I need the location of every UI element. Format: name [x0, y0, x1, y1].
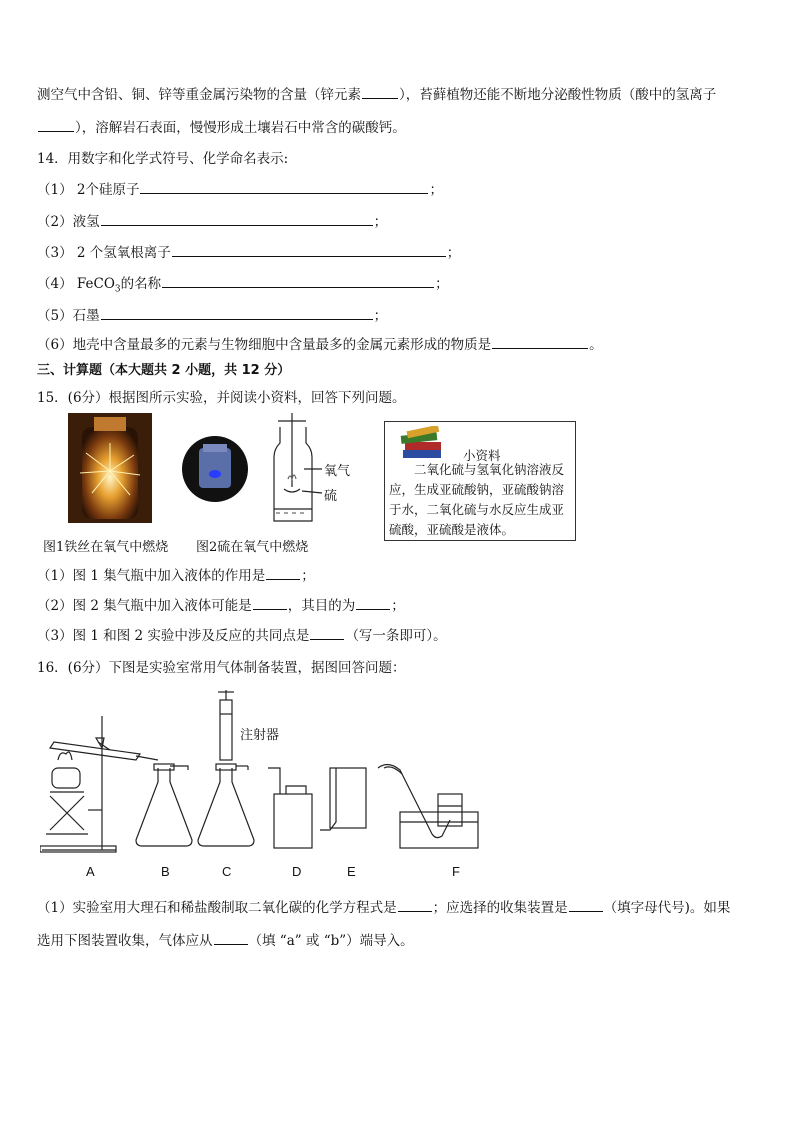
question-14-2	[37, 210, 387, 230]
info-body: 二氧化硫与氢氧化钠溶液反应，生成亚硫酸钠，亚硫酸钠溶于水，二氧化硫与水反应生成亚硫酸，亚硫酸是液体。	[389, 462, 565, 537]
text-segment: 。	[589, 337, 603, 353]
text-segment: ；	[373, 308, 388, 324]
question-14-3	[37, 241, 460, 261]
question-15-3	[37, 624, 447, 644]
question-15-1	[37, 564, 315, 584]
text-segment: （2）图 2 集气瓶中加入液体可能是	[37, 598, 252, 614]
iron-burning-image	[68, 413, 152, 523]
question-16-stem: 16．(6分）下图是实验室常用气体制备装置，据图回答问题：	[37, 660, 406, 676]
apparatus-label-e: E	[347, 864, 356, 879]
books-icon	[399, 426, 447, 462]
figure-2-caption: 图2硫在氧气中燃烧	[196, 540, 309, 555]
answer-blank[interactable]	[253, 595, 287, 610]
text-segment: ，其目的为	[287, 598, 356, 614]
text-segment: （1）实验室用大理石和稀盐酸制取二氧化碳的化学方程式是	[37, 900, 397, 916]
question-14-stem: 14．用数字和化学式符号、化学命名表示:	[37, 151, 289, 167]
syringe-label: 注射器	[240, 728, 280, 743]
apparatus-a	[40, 716, 158, 852]
text-segment: （1）图 1 集气瓶中加入液体的作用是	[37, 568, 266, 584]
subscript: 3	[114, 284, 121, 295]
text-segment: （填字母代号)。如果	[603, 900, 731, 916]
text-segment: （5）石墨	[37, 308, 100, 324]
text-segment: （2）液氢	[37, 214, 100, 230]
apparatus-f	[378, 764, 478, 848]
answer-blank[interactable]	[356, 595, 390, 610]
apparatus-label-d: D	[292, 864, 302, 879]
answer-blank[interactable]	[101, 305, 373, 320]
answer-blank[interactable]	[101, 211, 373, 226]
apparatus-diagram	[40, 690, 490, 882]
answer-blank[interactable]	[172, 242, 446, 257]
text-segment: ；	[446, 245, 461, 261]
section-3-heading: 三、计算题（本大题共 2 小题，共 12 分）	[37, 363, 291, 378]
question-15-stem: 15．(6分）根据图所示实验，并阅读小资料，回答下列问题。	[37, 390, 406, 406]
answer-blank[interactable]	[492, 334, 588, 349]
text-segment: （1） 2个硅原子	[37, 182, 140, 198]
answer-blank[interactable]	[214, 930, 248, 945]
answer-blank[interactable]	[362, 84, 398, 99]
text-segment: ；	[391, 598, 405, 614]
text-line-2	[37, 116, 406, 136]
answer-blank[interactable]	[38, 117, 74, 132]
text-segment: ），苔藓植物还能不断地分泌酸性物质（酸中的氢离子	[399, 87, 717, 103]
sulfur-burning-image	[181, 436, 249, 502]
apparatus-label-c: C	[222, 864, 232, 879]
apparatus-d	[268, 768, 312, 848]
text-line-1	[37, 83, 716, 103]
question-14-6	[37, 333, 603, 353]
text-segment: ），溶解岩石表面，慢慢形成土壤岩石中常含的碳酸钙。	[75, 120, 406, 136]
question-14-4	[37, 272, 449, 295]
question-14-1	[37, 178, 443, 198]
text-segment: （3） 2 个氢氧根离子	[37, 245, 171, 261]
text-segment: （4） FeCO	[37, 276, 115, 292]
answer-blank[interactable]	[310, 625, 344, 640]
text-segment: ；	[435, 276, 449, 292]
answer-blank[interactable]	[266, 565, 300, 580]
info-title: 小资料	[463, 448, 501, 463]
apparatus-label-f: F	[452, 864, 460, 879]
text-segment: ；应选择的收集装置是	[432, 900, 568, 916]
answer-blank[interactable]	[569, 897, 603, 912]
text-segment: ；	[373, 214, 388, 230]
answer-blank[interactable]	[140, 179, 428, 194]
question-15-2	[37, 594, 405, 614]
apparatus-label-b: B	[161, 864, 170, 879]
question-16-1-line-2	[37, 929, 414, 949]
answer-blank[interactable]	[162, 273, 434, 288]
label-sulfur: 硫	[324, 489, 338, 504]
question-14-5	[37, 304, 387, 324]
text-segment: （写一条即可）。	[345, 628, 447, 644]
text-segment: 测空气中含铅、铜、锌等重金属污染物的含量（锌元素	[37, 87, 361, 103]
apparatus-e	[320, 768, 366, 830]
text-segment: 选用下图装置收集，气体应从	[37, 933, 213, 949]
question-16-1-line-1	[37, 896, 730, 916]
text-segment: （3）图 1 和图 2 实验中涉及反应的共同点是	[37, 628, 310, 644]
apparatus-b	[136, 764, 192, 846]
figure-1-photo	[68, 413, 152, 523]
apparatus-c	[198, 690, 254, 846]
info-box	[384, 421, 576, 541]
answer-blank[interactable]	[398, 897, 432, 912]
text-segment: 的名称	[120, 276, 162, 292]
text-segment: ；	[301, 568, 315, 584]
text-segment: （6）地壳中含量最多的元素与生物细胞中含量最多的金属元素形成的物质是	[37, 337, 492, 353]
text-segment: ；	[429, 182, 443, 198]
figure-1-caption: 图1铁丝在氧气中燃烧	[43, 540, 169, 555]
figure-2-photo	[181, 436, 249, 502]
sulfur-apparatus-diagram	[268, 413, 358, 528]
apparatus-label-a: A	[86, 864, 95, 879]
lab-apparatus-illustration	[40, 690, 490, 860]
label-oxygen: 氧气	[324, 464, 351, 479]
text-segment: （填 “a” 或 “b”）端导入。	[248, 933, 414, 949]
